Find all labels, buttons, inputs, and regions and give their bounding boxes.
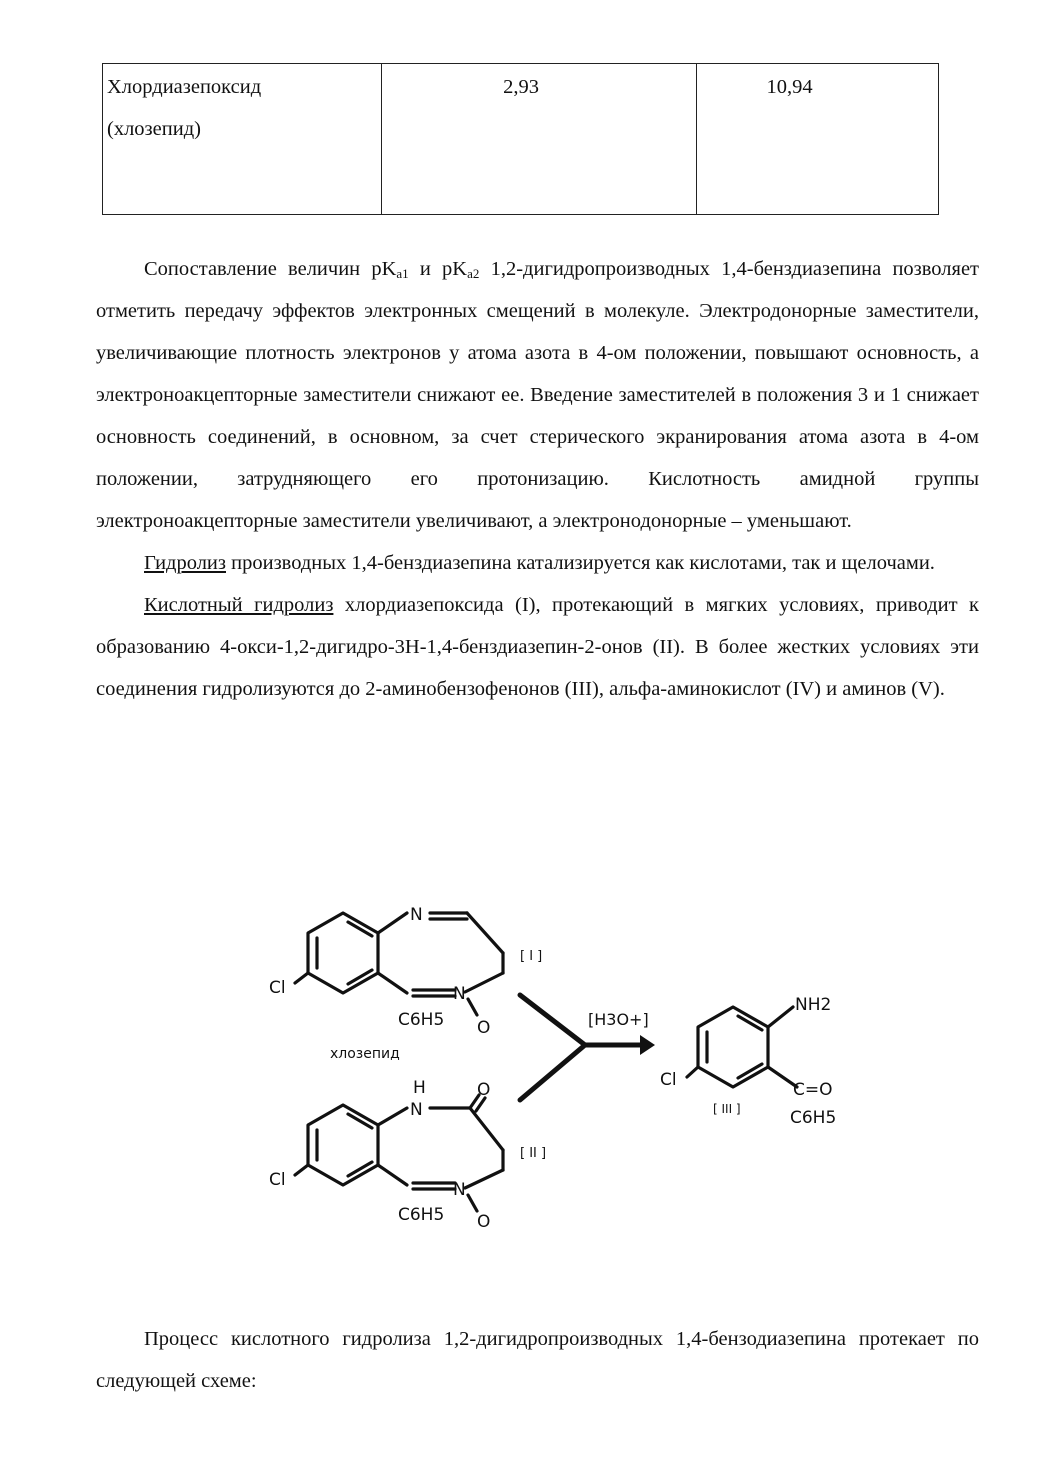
compound-name-cell xyxy=(103,64,382,215)
h-label-II: H xyxy=(413,1078,426,1098)
pka-table xyxy=(102,63,939,215)
compound-label-I: [ I ] xyxy=(520,949,543,964)
n-label-I-bottom: N xyxy=(453,984,466,1004)
reagent-label: [H3O+] xyxy=(588,1010,649,1029)
reaction-arrow-lower xyxy=(520,1045,585,1100)
o-label-II-top: O xyxy=(477,1080,491,1100)
cl-label-II: Cl xyxy=(269,1170,286,1190)
pka2-cell: 10,94 xyxy=(697,64,939,215)
co-label: C=O xyxy=(793,1080,833,1100)
paragraph-acid-hydrolysis: Кислотный гидролиз хлордиазепоксида (I), протекающий в мягких условиях, приводит к образованию 4-окси-1,2-дигидро-3H-1,4-бенздиазепин-2-онов (II). В более жестких условиях эти соединения гидролизуются до 2-аминобензофенонов (III), альфа-аминокислот (IV) и аминов (V). xyxy=(96,594,979,700)
table-row xyxy=(103,64,939,215)
o-label-I: O xyxy=(477,1018,491,1038)
cl-label-I: Cl xyxy=(269,978,286,998)
reaction-arrow-upper xyxy=(520,995,585,1045)
c6h5-label-II: C6H5 xyxy=(398,1205,445,1225)
term-hydrolysis: Гидролиз xyxy=(144,552,226,574)
compound-name-line1: Хлордиазепоксид xyxy=(107,76,262,98)
nh2-label: NH2 xyxy=(795,995,832,1015)
paragraph-hydrolysis: Гидролиз производных 1,4-бенздиазепина катализируется как кислотами, так и щелочами. xyxy=(144,552,935,574)
c6h5-label-I: C6H5 xyxy=(398,1010,445,1030)
c6h5-label-III: C6H5 xyxy=(790,1108,837,1128)
compound-name-label: хлозепид xyxy=(330,1046,400,1062)
pka1-cell: 2,93 xyxy=(382,64,697,215)
n-label-II-top: N xyxy=(410,1100,423,1120)
cl-label-III: Cl xyxy=(660,1070,677,1090)
paragraph-process: Процесс кислотного гидролиза 1,2-дигидропроизводных 1,4-бензодиазепина протекает по следующей схеме: xyxy=(96,1328,979,1392)
n-label-I-top: N xyxy=(410,905,423,925)
o-label-II: O xyxy=(477,1212,491,1232)
text-block-lower xyxy=(96,1318,979,1402)
compound-label-III: [ III ] xyxy=(713,1102,741,1116)
hydrolysis-scheme xyxy=(255,895,855,1240)
paragraph-pka-comparison: Сопоставление величин $pK_{a1}$ и $pK_{a2}$ 1,2-дигидропроизводных 1,4-бенздиазепина позволяет отметить передачу эффектов электронных смещений в молекуле. Электродонорные заместители, увеличивающие плотность электронов у атома азота в 4-ом положении, повышают основность, а электроноакцепторные заместители снижают ее. Введение заместителей в положения 3 и 1 снижает основность соединений, в основном, за счет стерического экранирования атома азота в 4-ом положении, затрудняющего его протонизацию. Кислотность амидной группы электроноакцепторные заместители увеличивают, а электронодонорные – уменьшают. xyxy=(96,258,979,532)
n-label-II-bottom: N xyxy=(453,1180,466,1200)
text-block-upper xyxy=(96,248,979,710)
arrow-head-icon xyxy=(640,1035,655,1055)
compound-label-II: [ II ] xyxy=(520,1146,547,1161)
compound-name-line2: (хлозепид) xyxy=(107,118,201,140)
term-acid-hydrolysis: Кислотный гидролиз xyxy=(144,594,334,616)
